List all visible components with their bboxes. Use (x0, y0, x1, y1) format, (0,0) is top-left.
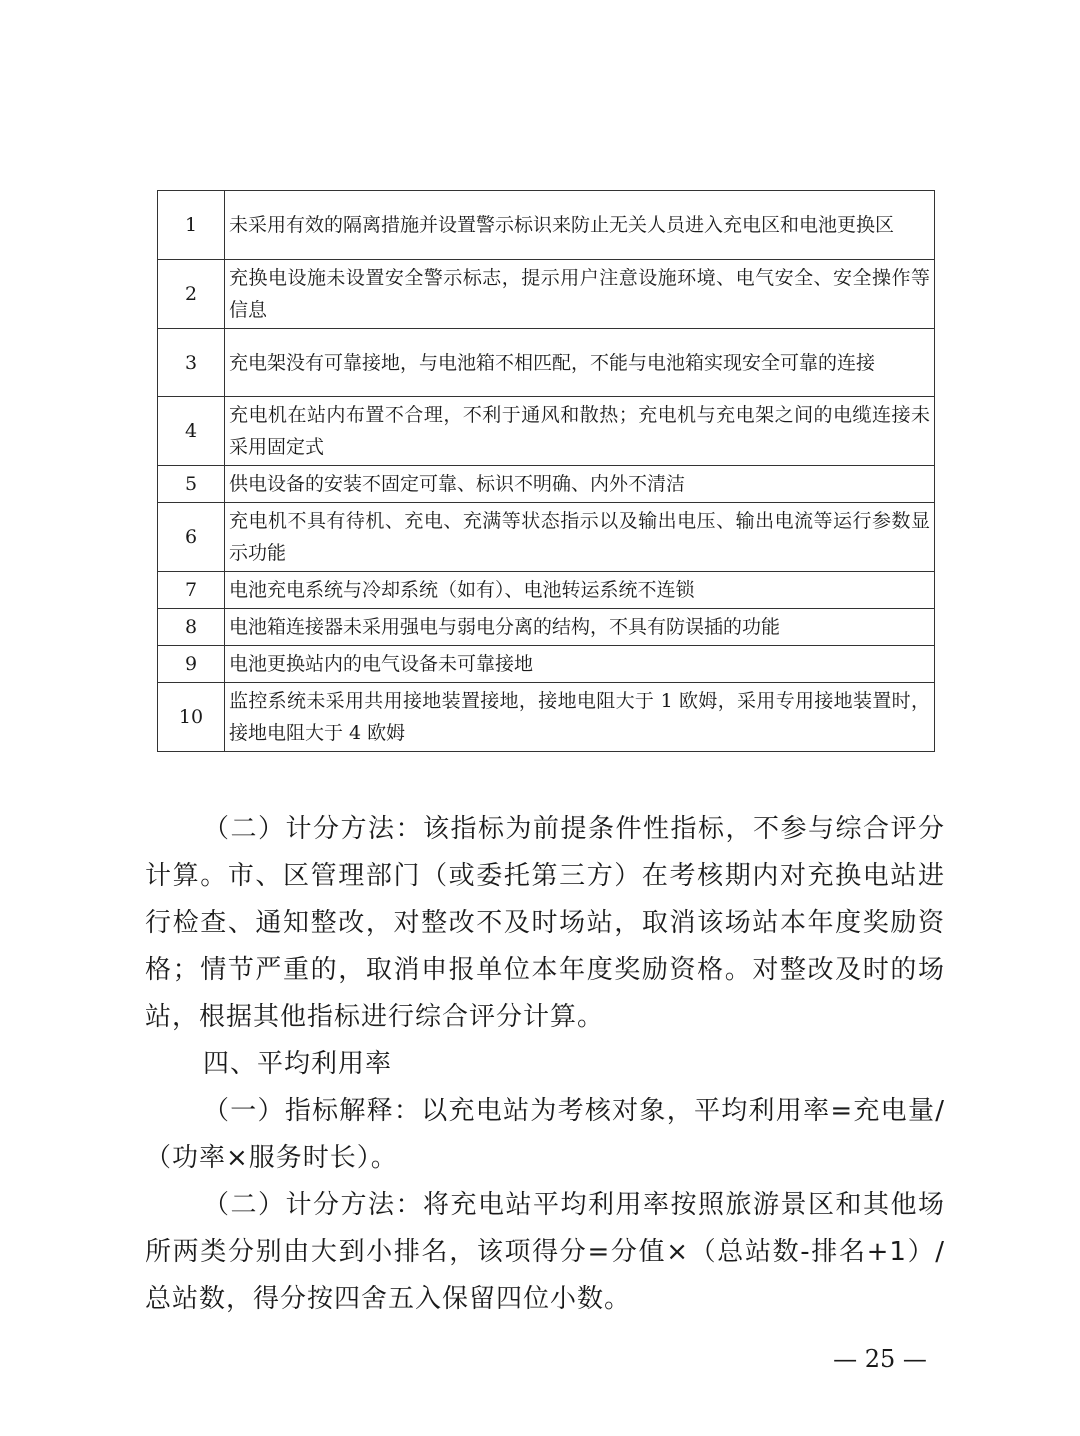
table-row (158, 683, 935, 752)
table-row (158, 646, 935, 683)
row-description: 电池充电系统与冷却系统（如有）、电池转运系统不连锁 (225, 572, 935, 609)
requirements-table (157, 190, 935, 752)
row-number: 6 (158, 503, 225, 572)
row-number: 1 (158, 191, 225, 260)
row-description: 供电设备的安装不固定可靠、标识不明确、内外不清洁 (225, 466, 935, 503)
row-description: 监控系统未采用共用接地装置接地，接地电阻大于 1 欧姆，采用专用接地装置时，接地电阻大于 4 欧姆 (225, 683, 935, 752)
body-text (145, 806, 945, 1323)
row-description: 充电架没有可靠接地，与电池箱不相匹配，不能与电池箱实现安全可靠的连接 (225, 329, 935, 397)
table-row (158, 397, 935, 466)
section-heading: 四、平均利用率 (203, 1049, 393, 1079)
scoring-method-paragraph: （二）计分方法：该指标为前提条件性指标，不参与综合评分计算。市、区管理部门（或委托第三方）在考核期内对充换电站进行检查、通知整改，对整改不及时场站，取消该场站本年度奖励资格；情节严重的，取消申报单位本年度奖励资格。对整改及时的场站，根据其他指标进行综合评分计算。 (145, 814, 945, 1032)
table-row (158, 572, 935, 609)
table-row (158, 329, 935, 397)
row-description: 充电机在站内布置不合理，不利于通风和散热；充电机与充电架之间的电缆连接未采用固定式 (225, 397, 935, 466)
row-description: 电池箱连接器未采用强电与弱电分离的结构，不具有防误插的功能 (225, 609, 935, 646)
table-row (158, 466, 935, 503)
table-row (158, 260, 935, 329)
row-number: 7 (158, 572, 225, 609)
table-row (158, 609, 935, 646)
row-number: 3 (158, 329, 225, 397)
page-number: — 25 — (833, 1345, 927, 1373)
row-description: 充电机不具有待机、充电、充满等状态指示以及输出电压、输出电流等运行参数显示功能 (225, 503, 935, 572)
row-number: 4 (158, 397, 225, 466)
row-number: 10 (158, 683, 225, 752)
row-description: 电池更换站内的电气设备未可靠接地 (225, 646, 935, 683)
row-description: 未采用有效的隔离措施并设置警示标识来防止无关人员进入充电区和电池更换区 (225, 191, 935, 260)
row-description: 充换电设施未设置安全警示标志，提示用户注意设施环境、电气安全、安全操作等信息 (225, 260, 935, 329)
table-row (158, 191, 935, 260)
table-row (158, 503, 935, 572)
row-number: 9 (158, 646, 225, 683)
row-number: 2 (158, 260, 225, 329)
utilization-scoring-paragraph: （二）计分方法：将充电站平均利用率按照旅游景区和其他场所两类分别由大到小排名，该项得分=分值×（总站数-排名+1）/总站数，得分按四舍五入保留四位小数。 (145, 1190, 945, 1314)
row-number: 8 (158, 609, 225, 646)
indicator-explanation-paragraph: （一）指标解释：以充电站为考核对象，平均利用率=充电量/（功率×服务时长）。 (145, 1096, 945, 1173)
row-number: 5 (158, 466, 225, 503)
